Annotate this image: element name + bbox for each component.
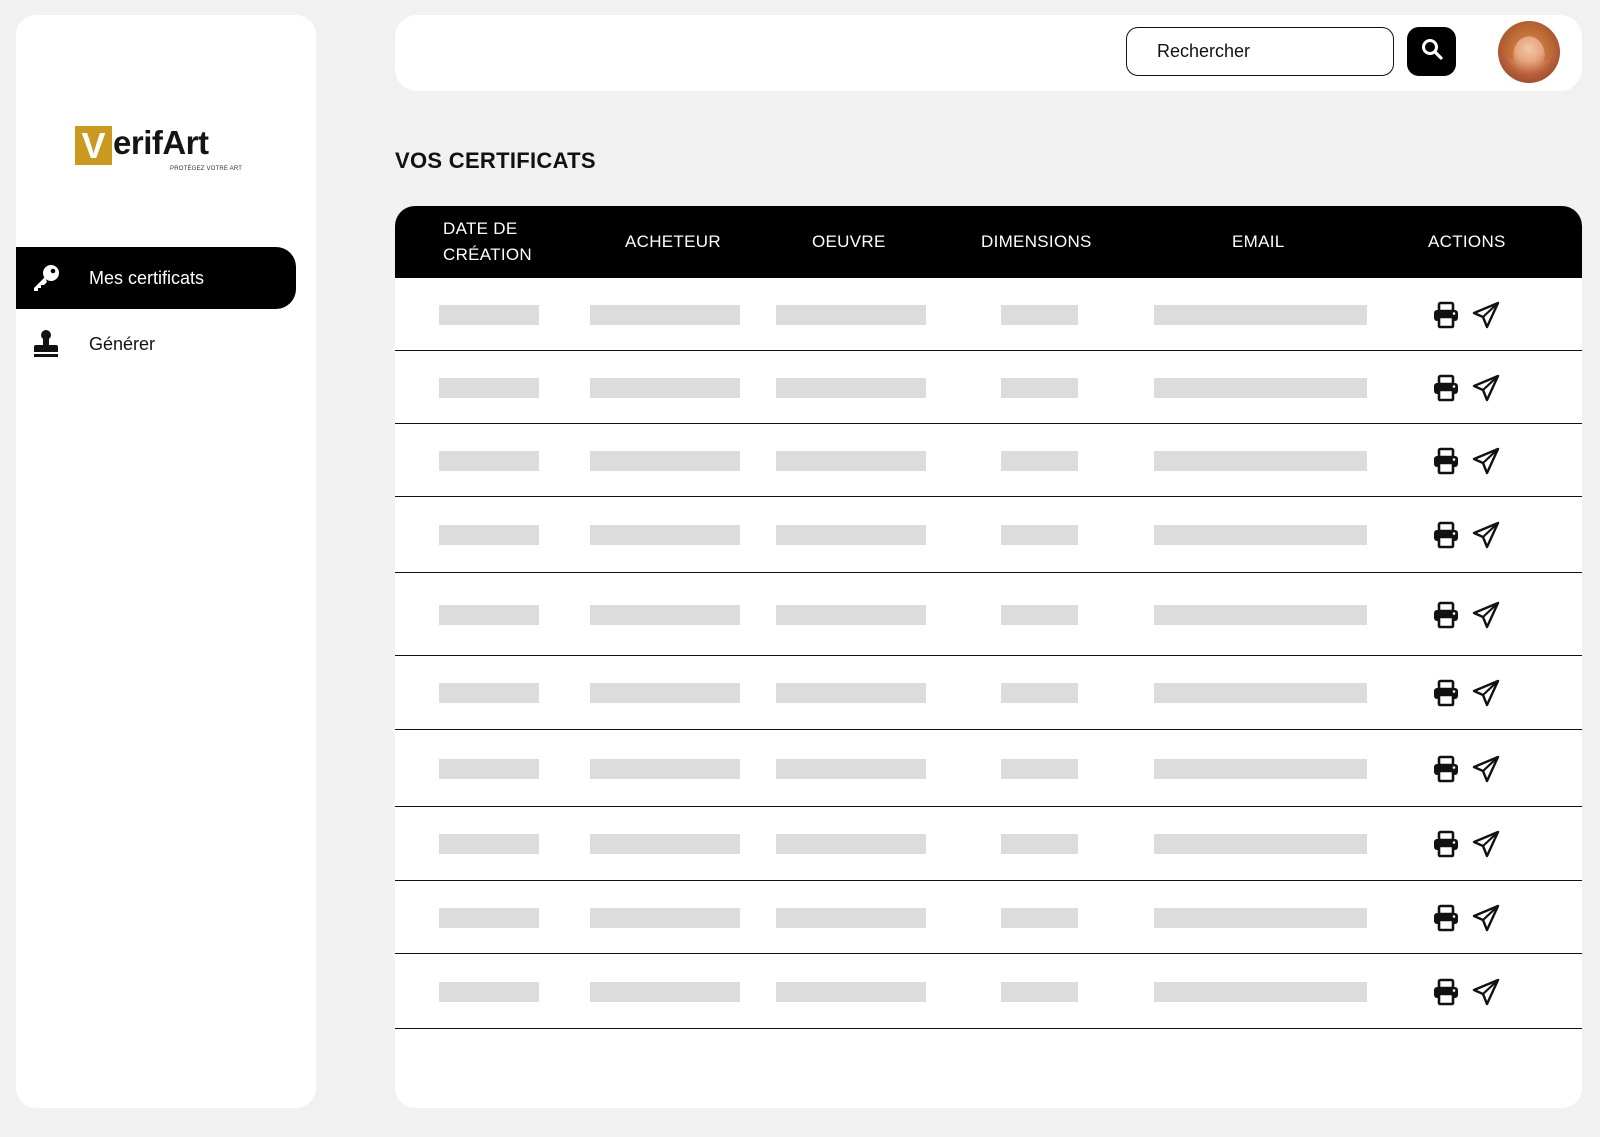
cell-acheteur-placeholder <box>590 834 740 854</box>
cell-email-placeholder <box>1154 605 1367 625</box>
send-icon[interactable] <box>1470 445 1502 477</box>
printer-icon[interactable] <box>1430 519 1462 551</box>
table-header <box>395 206 1582 278</box>
cell-date-placeholder <box>439 525 539 545</box>
table-row[interactable] <box>395 807 1582 881</box>
printer-icon[interactable] <box>1430 976 1462 1008</box>
send-icon[interactable] <box>1470 519 1502 551</box>
cell-date-placeholder <box>439 451 539 471</box>
cell-oeuvre-placeholder <box>776 759 926 779</box>
printer-icon[interactable] <box>1430 677 1462 709</box>
cell-dimensions-placeholder <box>1001 305 1078 325</box>
cell-email-placeholder <box>1154 759 1367 779</box>
column-header-date[interactable]: DATE DE CRÉATION <box>443 219 532 264</box>
cell-oeuvre-placeholder <box>776 451 926 471</box>
top-bar <box>395 15 1582 91</box>
cell-date-placeholder <box>439 834 539 854</box>
cell-dimensions-placeholder <box>1001 982 1078 1002</box>
cell-dimensions-placeholder <box>1001 683 1078 703</box>
cell-oeuvre-placeholder <box>776 908 926 928</box>
send-icon[interactable] <box>1470 677 1502 709</box>
printer-icon[interactable] <box>1430 372 1462 404</box>
table-row[interactable] <box>395 573 1582 656</box>
printer-icon[interactable] <box>1430 753 1462 785</box>
table-row[interactable] <box>395 278 1582 351</box>
cell-email-placeholder <box>1154 378 1367 398</box>
row-actions <box>1430 519 1505 551</box>
page-title: VOS CERTIFICATS <box>395 148 596 173</box>
column-header-dimensions[interactable]: DIMENSIONS <box>981 232 1092 251</box>
table-row[interactable] <box>395 881 1582 954</box>
table-row[interactable] <box>395 497 1582 573</box>
printer-icon[interactable] <box>1430 828 1462 860</box>
cell-email-placeholder <box>1154 451 1367 471</box>
sidebar <box>16 15 316 1108</box>
send-icon[interactable] <box>1470 753 1502 785</box>
printer-icon[interactable] <box>1430 299 1462 331</box>
cell-acheteur-placeholder <box>590 305 740 325</box>
cell-acheteur-placeholder <box>590 759 740 779</box>
cell-oeuvre-placeholder <box>776 605 926 625</box>
cell-date-placeholder <box>439 683 539 703</box>
cell-acheteur-placeholder <box>590 451 740 471</box>
send-icon[interactable] <box>1470 299 1502 331</box>
cell-dimensions-placeholder <box>1001 605 1078 625</box>
logo-letter: V <box>75 126 112 165</box>
table-row[interactable] <box>395 656 1582 730</box>
printer-icon[interactable] <box>1430 902 1462 934</box>
table-row[interactable] <box>395 954 1582 1029</box>
cell-date-placeholder <box>439 982 539 1002</box>
cell-oeuvre-placeholder <box>776 305 926 325</box>
cell-dimensions-placeholder <box>1001 834 1078 854</box>
row-actions <box>1430 753 1505 785</box>
table-row[interactable] <box>395 424 1582 497</box>
logo-wordmark: erifArt <box>113 124 209 161</box>
search-button[interactable] <box>1407 27 1456 76</box>
row-actions <box>1430 976 1505 1008</box>
verifart-logo[interactable] <box>75 110 245 170</box>
user-avatar[interactable] <box>1498 21 1560 83</box>
stamp-icon <box>30 328 62 360</box>
cell-dimensions-placeholder <box>1001 525 1078 545</box>
send-icon[interactable] <box>1470 902 1502 934</box>
cell-email-placeholder <box>1154 525 1367 545</box>
search-icon <box>1420 37 1444 66</box>
send-icon[interactable] <box>1470 976 1502 1008</box>
send-icon[interactable] <box>1470 828 1502 860</box>
avatar-hair <box>1502 23 1556 63</box>
cell-oeuvre-placeholder <box>776 834 926 854</box>
cell-email-placeholder <box>1154 683 1367 703</box>
column-header-oeuvre[interactable]: OEUVRE <box>812 232 886 251</box>
cell-acheteur-placeholder <box>590 378 740 398</box>
cell-email-placeholder <box>1154 982 1367 1002</box>
sidebar-item-label: Générer <box>89 333 156 354</box>
row-actions <box>1430 445 1505 477</box>
cell-dimensions-placeholder <box>1001 759 1078 779</box>
row-actions <box>1430 828 1505 860</box>
row-actions <box>1430 299 1505 331</box>
row-actions <box>1430 372 1505 404</box>
column-header-email[interactable]: EMAIL <box>1232 232 1285 251</box>
cell-date-placeholder <box>439 305 539 325</box>
printer-icon[interactable] <box>1430 445 1462 477</box>
cell-dimensions-placeholder <box>1001 378 1078 398</box>
cell-date-placeholder <box>439 605 539 625</box>
cell-oeuvre-placeholder <box>776 378 926 398</box>
row-actions <box>1430 902 1505 934</box>
cell-acheteur-placeholder <box>590 683 740 703</box>
cell-oeuvre-placeholder <box>776 982 926 1002</box>
certificates-table <box>395 206 1582 1108</box>
cell-email-placeholder <box>1154 305 1367 325</box>
sidebar-item-mes-certificats[interactable] <box>16 247 296 309</box>
cell-acheteur-placeholder <box>590 525 740 545</box>
cell-dimensions-placeholder <box>1001 908 1078 928</box>
send-icon[interactable] <box>1470 372 1502 404</box>
logo-tagline: PROTÉGEZ VOTRE ART <box>170 166 243 172</box>
cell-date-placeholder <box>439 378 539 398</box>
cell-acheteur-placeholder <box>590 908 740 928</box>
cell-date-placeholder <box>439 759 539 779</box>
sidebar-item-generer[interactable] <box>16 313 296 375</box>
row-actions <box>1430 677 1505 709</box>
cell-email-placeholder <box>1154 908 1367 928</box>
table-row[interactable] <box>395 351 1582 424</box>
row-actions <box>1430 599 1505 631</box>
cell-date-placeholder <box>439 908 539 928</box>
cell-acheteur-placeholder <box>590 605 740 625</box>
send-icon[interactable] <box>1470 599 1502 631</box>
cell-oeuvre-placeholder <box>776 525 926 545</box>
sidebar-item-label: Mes certificats <box>89 267 205 288</box>
cell-dimensions-placeholder <box>1001 451 1078 471</box>
cell-oeuvre-placeholder <box>776 683 926 703</box>
column-header-acheteur[interactable]: ACHETEUR <box>625 232 721 251</box>
search-input[interactable] <box>1126 27 1394 76</box>
printer-icon[interactable] <box>1430 599 1462 631</box>
table-row[interactable] <box>395 730 1582 807</box>
cell-acheteur-placeholder <box>590 982 740 1002</box>
cell-email-placeholder <box>1154 834 1367 854</box>
column-header-actions: ACTIONS <box>1428 232 1506 251</box>
key-icon <box>30 262 62 294</box>
